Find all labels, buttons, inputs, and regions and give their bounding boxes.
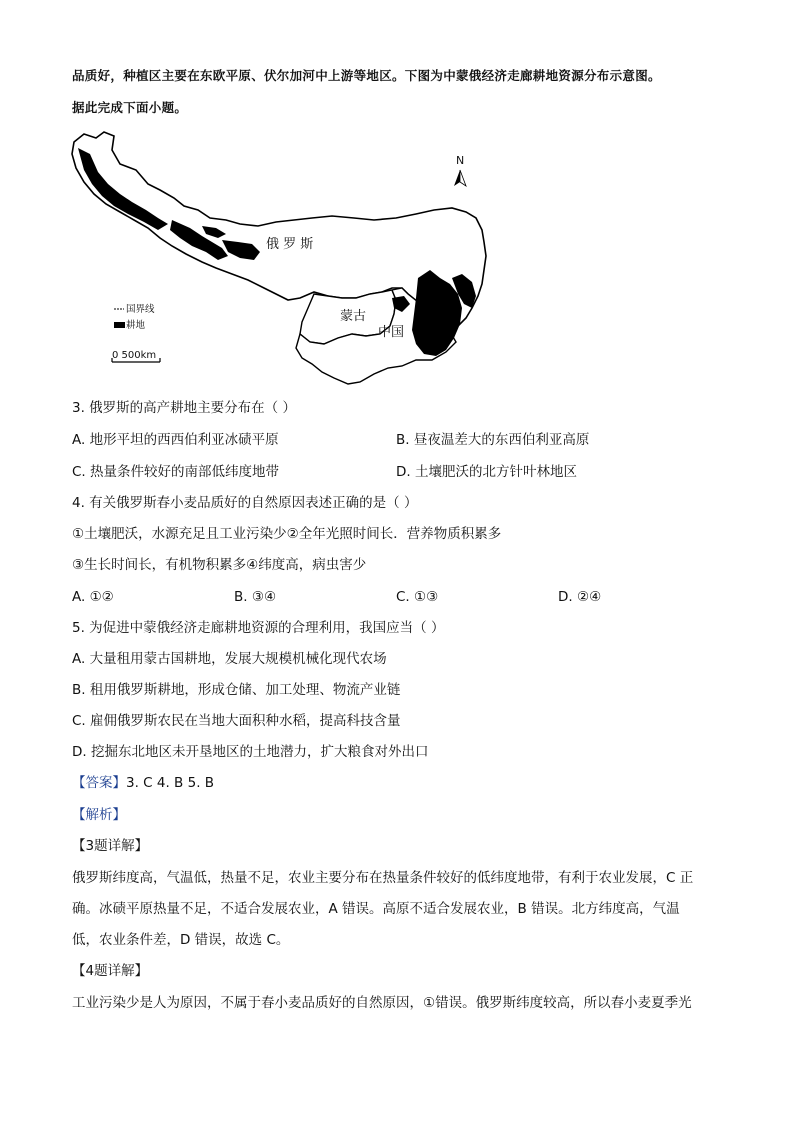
q4-option-d: D. ②④ <box>558 589 602 605</box>
legend-farmland-label: 耕地 <box>126 320 146 331</box>
q4-option-a: A. ①② <box>72 589 114 605</box>
q3-option-b: B. 昼夜温差大的东西伯利亚高原 <box>396 432 590 448</box>
q4-stem: 4. 有关俄罗斯春小麦品质好的自然原因表述正确的是（ ） <box>72 495 418 511</box>
detail-3-para-1: 俄罗斯纬度高，气温低，热量不足，农业主要分布在热量条件较好的低纬度地带，有利于农业发展，C 正 <box>72 870 694 886</box>
detail-3-title: 【3题详解】 <box>72 838 149 854</box>
scale-bar <box>112 350 160 362</box>
q5-option-a: A. 大量租用蒙古国耕地，发展大规模机械化现代农场 <box>72 651 387 667</box>
q4-statement-2: ③生长时间长，有机物积累多④纬度高，病虫害少 <box>72 557 367 573</box>
china-label: 中国 <box>378 325 405 340</box>
north-label: N <box>456 154 465 167</box>
q3-option-c: C. 热量条件较好的南部低纬度地带 <box>72 464 280 480</box>
answer-label: 【答案】 <box>72 775 126 791</box>
detail-3-para-3: 低，农业条件差，D 错误，故选 C。 <box>72 932 290 948</box>
answer-text: 3. C 4. B 5. B <box>126 775 215 791</box>
map-legend <box>114 303 155 331</box>
intro-line-1: 品质好，种植区主要在东欧平原、伏尔加河中上游等地区。下图为中蒙俄经济走廊耕地资源分布示意图。 <box>72 68 661 83</box>
q4-statement-1: ①土壤肥沃，水源充足且工业污染少②全年光照时间长．营养物质积累多 <box>72 526 502 542</box>
scale-label: 0 500km <box>112 350 157 361</box>
detail-3-para-2: 确。冰碛平原热量不足，不适合发展农业，A 错误。高原不适合发展农业，B 错误。北方纬度高，气温 <box>72 901 680 917</box>
legend-border-label: 国界线 <box>126 304 155 315</box>
mongolia-label: 蒙古 <box>340 309 367 324</box>
russia-label: 俄 罗 斯 <box>266 237 314 252</box>
q5-stem: 5. 为促进中蒙俄经济走廊耕地资源的合理利用，我国应当（ ） <box>72 620 445 636</box>
q3-option-a: A. 地形平坦的西西伯利亚冰碛平原 <box>72 432 279 448</box>
q4-option-b: B. ③④ <box>234 589 277 605</box>
answer-line <box>72 773 214 793</box>
q3-stem: 3. 俄罗斯的高产耕地主要分布在（ ） <box>72 400 296 416</box>
corridor-farmland-map <box>62 128 502 390</box>
q5-option-d: D. 挖掘东北地区未开垦地区的土地潜力，扩大粮食对外出口 <box>72 744 429 760</box>
q5-option-c: C. 雇佣俄罗斯农民在当地大面积种水稻，提高科技含量 <box>72 713 401 729</box>
q4-option-c: C. ①③ <box>396 589 439 605</box>
q3-option-d: D. 土壤肥沃的北方针叶林地区 <box>396 464 577 480</box>
intro-line-2: 据此完成下面小题。 <box>72 100 188 115</box>
detail-4-title: 【4题详解】 <box>72 963 149 979</box>
north-arrow <box>454 154 466 186</box>
q5-option-b: B. 租用俄罗斯耕地，形成仓储、加工处理、物流产业链 <box>72 682 401 698</box>
detail-4-para-1: 工业污染少是人为原因，不属于春小麦品质好的自然原因，①错误。俄罗斯纬度较高，所以春小麦夏季光 <box>72 995 692 1011</box>
analysis-label: 【解析】 <box>72 807 126 823</box>
